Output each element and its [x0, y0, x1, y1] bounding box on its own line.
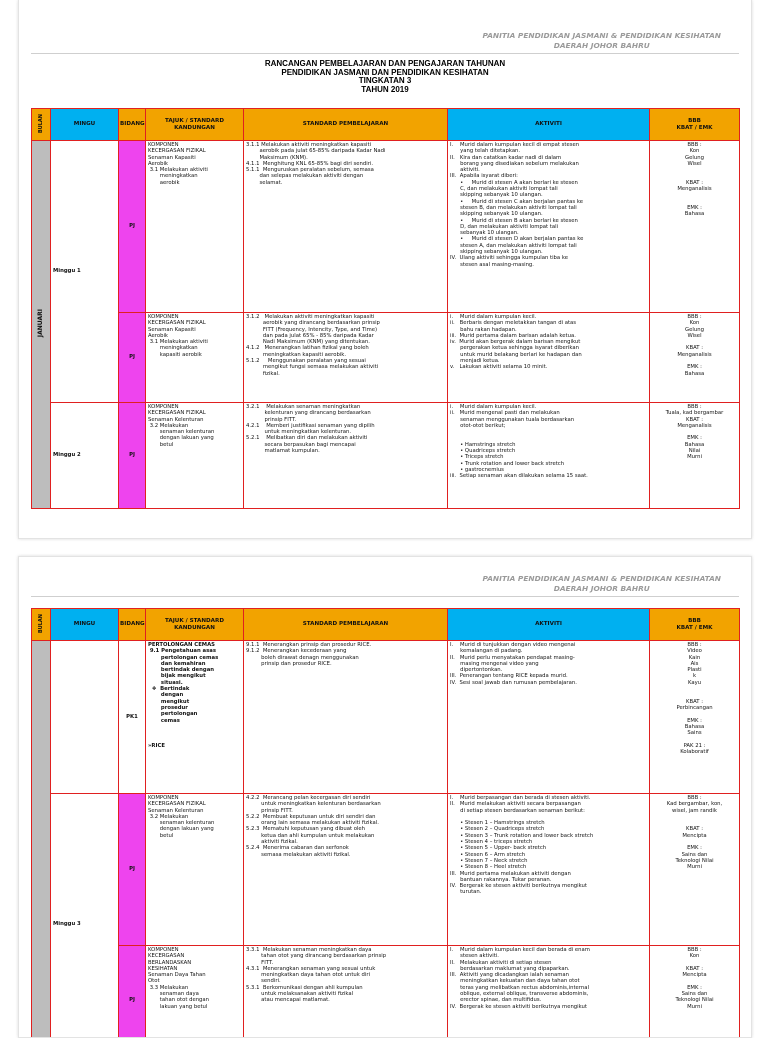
month-label: JANUARI	[38, 309, 44, 337]
title-line-1: RANCANGAN PEMBELAJARAN DAN PENGAJARAN TAHUNAN	[19, 60, 751, 69]
tajuk-cell	[146, 946, 244, 1038]
bidang-cell: PJ	[119, 313, 146, 403]
col-header-minggu: MINGU	[51, 109, 119, 141]
tajuk-text: KOMPONEN KECERGASAN FIZIKAL Senaman Kapasiti Aerobik 3.1 Melakukan aktiviti meningkatkan kapasiti aerobik	[148, 314, 241, 358]
lesson-plan-table	[31, 108, 740, 509]
title-line-2: PENDIDIKAN JASMANI DAN PENDIDIKAN KESIHATAN	[19, 69, 751, 78]
document-title	[19, 60, 751, 94]
aktiviti-text: i. Murid dalam kumpulan kecil. ii. Murid mengenal pasti dan melakukan senaman menggunakan tuala berdasarkan otot-otot berikut; • Hamstrings stretch • Quadriceps stretch • Triceps stretch • Trunk rotation and lower back stretch • gastrocnemius iii. Setiap senaman akan dilakukan selama 15 saat.	[450, 404, 647, 480]
document-page-2	[18, 556, 752, 1038]
aktiviti-cell	[448, 794, 650, 946]
col-header-aktiviti: AKTIVITI	[448, 109, 650, 141]
standard-text: 3.3.1 Melakukan senaman meningkatkan daya tahan otot yang dirancang berdasarkan prinsip FITT. 4.3.1 Menerangkan senaman yang sesuai untuk meningkatkan daya tahan otot untuk diri sendiri. 5.3.1 Berkomunikasi dengan ahli kumpulan untuk melaksanakan aktiviti fizikal atau mencapai matlamat.	[246, 947, 445, 1004]
aktiviti-cell	[448, 313, 650, 403]
bbb-cell	[650, 403, 740, 509]
col-header-aktiviti: AKTIVITI	[448, 609, 650, 641]
week-cell: Minggu 1	[51, 141, 119, 403]
bidang-cell: PJ	[119, 403, 146, 509]
table-row	[32, 403, 740, 509]
bbb-text: BBB : Kon KBAT : Mencipta EMK : Sains dan Teknologi Nilai Murni	[652, 947, 737, 1010]
col-header-bidang: BIDANG	[119, 609, 146, 641]
tajuk-cell	[146, 794, 244, 946]
bidang-cell: PJ	[119, 794, 146, 946]
aktiviti-cell	[448, 403, 650, 509]
table-row	[32, 641, 740, 794]
bidang-cell: PJ	[119, 946, 146, 1038]
standard-text: 9.1.1 Menerangkan prinsip dan prosedur RICE. 9.1.2 Menerangkan kecederaan yang boleh dirawat denagn menggunakan prinsip dan prosedur RICE.	[246, 642, 445, 667]
col-header-standard-pembelajaran: STANDARD PEMBELAJARAN	[244, 109, 448, 141]
header-divider	[31, 53, 739, 54]
table-header-row	[32, 109, 740, 141]
col-header-standard-pembelajaran: STANDARD PEMBELAJARAN	[244, 609, 448, 641]
bbb-text: BBB : Kon Gelung Wisel KBAT : Menganalisis EMK : Bahasa	[652, 314, 737, 377]
tajuk-cell	[146, 641, 244, 794]
tajuk-cell	[146, 141, 244, 313]
tajuk-text: KOMPONEN KECERGASAN FIZIKAL Senaman Kapasiti Aerobik 3.1 Melakukan aktiviti meningkatkan aerobik	[148, 142, 241, 186]
standard-text: 3.1.1 Melakukan aktiviti meningkatkan kapasiti aerobik pada julat 65-85% daripada Kadar Nadi Maksimum (KNM). 4.1.1 Menghitung KNL 65-85% bagi diri sendiri. 5.1.1 Menguruskan peralatan sebelum, semasa dan selepas melakukan aktiviti dengan selamat.	[246, 142, 445, 186]
col-header-bidang: BIDANG	[119, 109, 146, 141]
table-header-row	[32, 609, 740, 641]
title-line-4: TAHUN 2019	[19, 86, 751, 95]
standard-text: 3.2.1 Melakukan senaman meningkatkan kelenturan yang dirancang berdasarkan prinsip FITT. 4.2.1 Memberi justifikasi senaman yang dipilih untuk meningkatkan kelenturan. 5.2.1 Melibatkan diri dan melakukan aktiviti secara berpasukan bagi mencapai matlamat kumpulan.	[246, 404, 445, 454]
header-note	[482, 574, 721, 594]
header-note	[482, 31, 721, 51]
header-divider	[31, 596, 739, 597]
col-header-bbb	[650, 109, 740, 141]
standard-cell	[244, 313, 448, 403]
col-header-bulan	[32, 609, 51, 641]
aktiviti-text: I. Murid berpasangan dan berada di stesen aktiviti. II. Murid melakukan aktiviti secara berpasangan di setiap stesen berdasarkan senaman berikut: • Stesen 1 – Hamstrings stretch • Stesen 2 – Quadriceps stretch • Stesen 3 – Trunk rotation and lower back stretch • Stesen 4 – triceps stretch • Stesen 5 – Upper- back stretch • Stesen 6 – Arm stretch • Stesen 7 – Neck stretch • Stesen 8 – Heel stretch III. Murid pertama melakukan aktiviti dengan bantuan rakannya. Tukar peranan. IV. Bergerak ke stesen aktiviti berikutnya mengikut turutan.	[450, 795, 647, 896]
standard-text: 4.2.2 Merancang pelan kecergasan diri sendiri untuk meningkatkan kelenturan berdasarkan prinsip FITT. 5.2.2 Membuat keputusan untuk diri sendiri dan orang lain semasa melakukan aktiviti fizikal. 5.2.3 Mematuhi keputusan yang dibuat oleh ketua dan ahli kumpulan untuk melakukan aktiviti fizikal. 5.2.4 Menerima cabaran dan serfonok semasa melakukan aktiviti fizikal.	[246, 795, 445, 858]
week-cell: Minggu 3	[51, 794, 119, 1038]
table-row	[32, 946, 740, 1038]
aktiviti-cell	[448, 141, 650, 313]
header-note-text: PANITIA PENDIDIKAN JASMANI & PENDIDIKAN KESIHATAN DAERAH JOHOR BAHRU	[482, 31, 721, 51]
week-cell: Minggu 2	[51, 403, 119, 509]
standard-cell	[244, 641, 448, 794]
bbb-text: BBB : Tuala, kad bergambar KBAT : Menganalisis EMK : Bahasa Nilai Murni	[652, 404, 737, 461]
document-page-1	[18, 0, 752, 539]
aktiviti-text: I. Murid di tunjukkan dengan video mengenai kemalangan di padang. II. Murid perlu menyatakan pendapat masing- masing mengenai video yang dipertontonkan. III. Penerangan tentang RICE kepada murid. IV. Sesi soal jawab dan rumusan pembelajaran.	[450, 642, 647, 686]
tajuk-text: KOMPONEN KECERGASAN BERLANDASKAN KESIHATAN Senaman Daya Tahan Otot 3.3 Melakukan senaman daya tahan otot dengan lakuan yang betul	[148, 947, 241, 1010]
table-row	[32, 794, 740, 946]
col-header-bulan-text: BULAN	[38, 614, 44, 633]
bidang-cell: PJ	[119, 141, 146, 313]
col-header-bbb-text: BBB KBAT / EMK	[651, 618, 738, 630]
aktiviti-cell	[448, 946, 650, 1038]
table-row	[32, 313, 740, 403]
tajuk-text: KOMPONEN KECERGASAN FIZIKAL Senaman Kelenturan 3.2 Melakukan senaman kelenturan dengan lakuan yang betul	[148, 795, 241, 839]
standard-cell	[244, 946, 448, 1038]
tajuk-text: KOMPONEN KECERGASAN FIZIKAL Senaman Kelenturan 3.2 Melakukan senaman kelenturan dengan lakuan yang betul	[148, 404, 241, 448]
aktiviti-text: I. Murid dalam kumpulan kecil dan berada di enam stesen aktiviti. II. Melakukan aktiviti di setiap stesen berdasarkan maklumat yang dipaparkan. III. Aktiviti yang dicadangkan ialah senaman meningkatkan kekuatan dan daya tahan otot teras yang melibatkan rectus abdominis,internal oblique, external oblique, transverse abdominis, erector spinae, dan multifidus. IV. Bergerak ke stesen aktiviti berikutnya mengikut	[450, 947, 647, 1010]
aktiviti-cell	[448, 641, 650, 794]
col-header-tajuk: TAJUK / STANDARD KANDUNGAN	[146, 109, 244, 141]
bbb-cell	[650, 141, 740, 313]
col-header-minggu: MINGU	[51, 609, 119, 641]
month-cell	[32, 641, 51, 1038]
col-header-tajuk: TAJUK / STANDARD KANDUNGAN	[146, 609, 244, 641]
col-header-bbb	[650, 609, 740, 641]
col-header-bulan-text: BULAN	[38, 114, 44, 133]
bbb-cell	[650, 946, 740, 1038]
bbb-text: BBB : Kad bergambar, kon, wisel, jam randik KBAT : Mencipta EMK : Sains dan Teknologi Nilai Murni	[652, 795, 737, 871]
standard-text: 3.1.2 Melakukan aktiviti meningkatkan kapasiti aerobik yang dirancang berdasarkan prinsip FITT (Frequency, Intencity, Type, and Time) dan pada julat 65% - 85% daripada Kadar Nadi Maksimum (KNM) yang ditentukan. 4.1.2 Menerangkan latihan fizikal yang boleh meningkatkan kapasiti aerobik. 5.1.2 Menggunakan peralatan yang sesuai mengikut fungsi semasa melakukan aktiviti fizikal.	[246, 314, 445, 377]
table-row	[32, 141, 740, 313]
header-note-text: PANITIA PENDIDIKAN JASMANI & PENDIDIKAN KESIHATAN DAERAH JOHOR BAHRU	[482, 574, 721, 594]
month-cell	[32, 141, 51, 509]
bidang-cell: PK1	[119, 641, 146, 794]
standard-cell	[244, 794, 448, 946]
aktiviti-text: I. Murid dalam kumpulan kecil di empat stesen yang telah ditetapkan. II. Kira dan catatkan kadar nadi di dalam borang yang disediakan sebelum melakukan aktiviti. III. Apabila isyarat diberi: • Murid di stesen A akan berlari ke stesen C, dan melakukan aktiviti lompat tali skipping sebanyak 10 ulangan. • Murid di stesen C akan berjalan pantas ke stesen B, dan melakukan aktiviti lompat tali skipping sebanyak 10 ulangan. • Murid di stesen B akan berlari ke stesen D, dan melakukan aktiviti lompat tali sebanyak 10 ulangan. • Murid di stesen D akan berjalan pantas ke stesen A, dan melakukan aktiviti lompat tali skipping sebanyak 10 ulangan. IV. Ulang aktiviti sehingga kumpulan tiba ke stesen asal masing-masing.	[450, 142, 647, 268]
tajuk-cell	[146, 313, 244, 403]
standard-cell	[244, 141, 448, 313]
col-header-bbb-text: BBB KBAT / EMK	[651, 118, 738, 130]
aktiviti-text: i. Murid dalam kumpulan kecil. ii. Berbaris dengan meletakkan tangan di atas bahu rakan hadapan. iii. Murid pertama dalam barisan adalah ketua. iv. Murid akan bergerak dalam barisan mengikut pergerakan ketua sehingga isyarat diberikan untuk murid belakang berlari ke hadapan dan menjadi ketua. v. Lakukan aktiviti selama 10 minit.	[450, 314, 647, 371]
bbb-cell	[650, 794, 740, 946]
lesson-plan-table	[31, 608, 740, 1038]
tajuk-cell	[146, 403, 244, 509]
tajuk-text: PERTOLONGAN CEMAS 9.1 Pengetahuan asas pertolongan cemas dan kemahiran bertindak dengan bijak mengikut situasi. ❖ Bertindak dengan mengikut prosedur pertolongan cemas »RICE	[148, 642, 241, 749]
bbb-cell	[650, 313, 740, 403]
bbb-cell	[650, 641, 740, 794]
col-header-bulan	[32, 109, 51, 141]
bbb-text: BBB : Video Kain Ais Plasti k Kayu KBAT : Perbincangan EMK : Bahasa Sains PAK 21 : Kolaboratif	[652, 642, 737, 755]
title-line-3: TINGKATAN 3	[19, 77, 751, 86]
bbb-text: BBB : Kon Gelung Wisel KBAT : Menganalisis EMK : Bahasa	[652, 142, 737, 218]
week-cell	[51, 641, 119, 794]
standard-cell	[244, 403, 448, 509]
